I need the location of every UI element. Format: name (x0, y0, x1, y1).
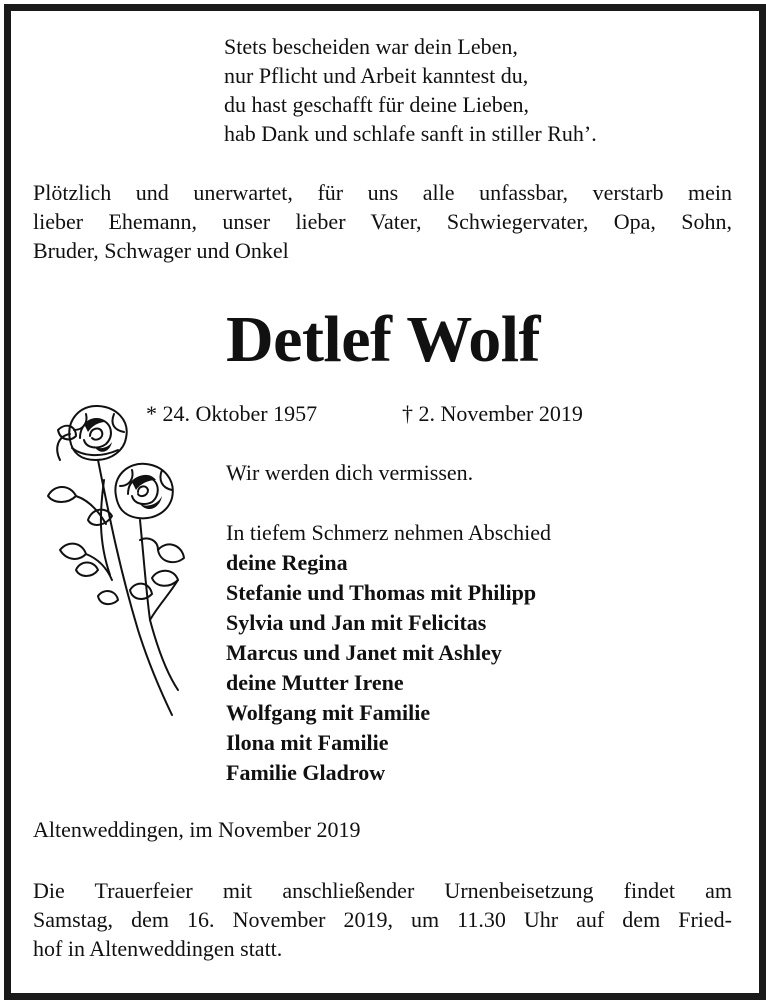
announcement-line: lieber Ehemann, unser lieber Vater, Schwiegervater, Opa, Sohn, (33, 209, 732, 234)
mourner-name: deine Regina (226, 550, 348, 575)
mourner-name: deine Mutter Irene (226, 670, 404, 695)
service-line: hof in Altenweddingen statt. (33, 936, 283, 961)
mourner-name: Ilona mit Familie (226, 730, 389, 755)
announcement-text (33, 178, 732, 265)
poem-line: Stets bescheiden war dein Leben, (224, 34, 518, 59)
mourner-name: Sylvia und Jan mit Felicitas (226, 610, 487, 635)
place-and-date: Altenweddingen, im November 2019 (33, 817, 361, 842)
poem-line: nur Pflicht und Arbeit kanntest du, (224, 63, 529, 88)
death-date: † 2. November 2019 (402, 401, 583, 426)
mourners-block (226, 518, 551, 788)
roses-illustration (40, 400, 200, 720)
mourner-name: Marcus und Janet mit Ashley (226, 640, 502, 665)
birth-date: * 24. Oktober 1957 (146, 401, 318, 426)
poem-line: du hast geschafft für deine Lieben, (224, 92, 530, 117)
announcement-line: Plötzlich und unerwartet, für uns alle unfassbar, verstarb mein (33, 180, 732, 205)
poem-line: hab Dank und schlafe sanft in stiller Ruh’. (224, 121, 597, 146)
mourner-name: Familie Gladrow (226, 760, 386, 785)
service-information (33, 876, 732, 963)
deceased-name: Detlef Wolf (225, 303, 541, 376)
farewell-message: Wir werden dich vermissen. (226, 460, 474, 485)
poem (224, 32, 597, 148)
service-line: Samstag, dem 16. November 2019, um 11.30 Uhr auf dem Fried- (33, 907, 732, 932)
mourner-name: Wolfgang mit Familie (226, 700, 431, 725)
service-line: Die Trauerfeier mit anschließender Urnenbeisetzung findet am (33, 878, 732, 903)
mourners-intro: In tiefem Schmerz nehmen Abschied (226, 520, 552, 545)
announcement-line: Bruder, Schwager und Onkel (33, 238, 289, 263)
mourner-name: Stefanie und Thomas mit Philipp (226, 580, 537, 605)
